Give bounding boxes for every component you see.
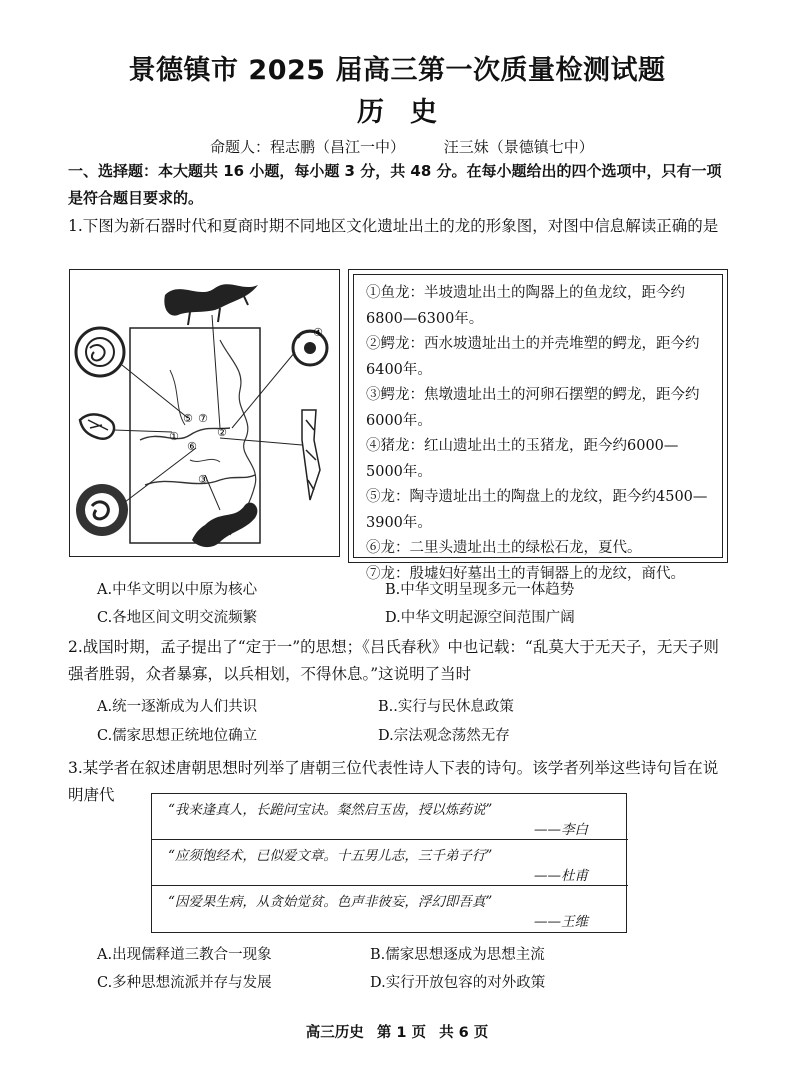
footer-page: 第 1 页: [376, 1025, 426, 1041]
poem-row: [152, 886, 628, 932]
map-illustration: [70, 270, 338, 555]
q1-option-a[interactable]: A.中华文明以中原为核心: [97, 582, 258, 598]
poem-row: [152, 794, 628, 840]
leader-6: [220, 438, 302, 445]
poem-author: ——李白: [534, 822, 588, 838]
exam-title: 景德镇市 2025 届高三第一次质量检测试题: [128, 55, 666, 86]
info-item: ①鱼龙：半坡遗址出土的陶器上的鱼龙纹，距今约6800—6300年。: [366, 285, 685, 327]
map-label-7: ⑦: [198, 412, 208, 425]
q2-option-a[interactable]: A.统一逐渐成为人们共识: [97, 699, 258, 715]
dragon-top-icon: [164, 284, 258, 315]
subject-title: 历史: [357, 97, 463, 128]
poem-author: ——王维: [534, 914, 588, 930]
info-item: ⑥龙：二里头遗址出土的绿松石龙，夏代。: [366, 540, 642, 556]
authors-line: [210, 136, 628, 157]
dragon-bottom-icon: [192, 503, 257, 547]
q2-option-d[interactable]: D.宗法观念荡然无存: [378, 728, 510, 744]
q1-map-figure: [69, 269, 340, 557]
map-label-1: ①: [169, 430, 179, 443]
q3-option-c[interactable]: C.多种思想流派并存与发展: [97, 975, 272, 991]
q3-stem: 3.某学者在叙述唐朝思想时列举了唐朝三位代表性诗人下表的诗句。该学者列举这些诗句旨在说明唐代: [68, 759, 719, 804]
poem-author: ——杜甫: [534, 868, 588, 884]
q3-poem-table: [151, 793, 627, 933]
q2-option-c[interactable]: C.儒家思想正统地位确立: [97, 728, 258, 744]
info-item: ④猪龙：红山遗址出土的玉猪龙，距今约6000—5000年。: [366, 438, 679, 480]
plate-top-icon: [76, 328, 124, 376]
footer-total: 共 6 页: [439, 1025, 489, 1041]
map-label-3: ③: [198, 473, 208, 486]
q1-option-d[interactable]: D.中华文明起源空间范围广阔: [385, 610, 575, 626]
page-footer: [0, 1021, 794, 1042]
river-mid: [190, 459, 220, 462]
map-label-4: ④: [313, 326, 323, 339]
info-item: ②鳄龙：西水坡遗址出土的并壳堆塑的鳄龙，距今约6400年。: [366, 336, 700, 378]
q1-info-box: [348, 269, 728, 582]
footer-course: 高三历史: [305, 1025, 364, 1041]
info-item: ⑤龙：陶寺遗址出土的陶盘上的龙纹，距今约4500—3900年。: [366, 489, 708, 531]
leader-3: [114, 430, 172, 432]
author-1: 命题人：程志鹏（昌江一中）: [210, 138, 406, 156]
q2-stem: 2.战国时期，孟子提出了“定于一”的思想；《吕氏春秋》中也记载：“乱莫大于无天子，无天子则强者胜弱，众者暴寡，以兵相划，不得休息。”这说明了当时: [68, 638, 719, 683]
leader-5: [232, 352, 295, 428]
leader-2: [122, 365, 188, 418]
info-item: ⑦龙：殷墟妇好墓出土的青铜器上的龙纹，商代。: [366, 565, 685, 582]
section1-instructions: 一、选择题：本大题共 16 小题，每小题 3 分，共 48 分。在每小题给出的四个选项中，只有一项是符合题目要求的。: [68, 162, 722, 207]
map-label-2: ②: [217, 426, 227, 439]
q1-stem: 1.下图为新石器时代和夏商时期不同地区文化遗址出土的龙的形象图，对图中信息解读正确的是: [68, 217, 719, 235]
info-item: ③鳄龙：焦墩遗址出土的河卵石摆塑的鳄龙，距今约6000年。: [366, 387, 700, 429]
q3-option-d[interactable]: D.实行开放包容的对外政策: [370, 975, 546, 991]
q3-option-b[interactable]: B.儒家思想逐成为思想主流: [370, 947, 545, 963]
author-2: 汪三妹（景德镇七中）: [443, 138, 594, 156]
map-label-6: ⑥: [187, 440, 197, 453]
q1-option-b[interactable]: B.中华文明呈现多元一体趋势: [385, 582, 575, 598]
q2-option-b[interactable]: B..实行与民休息政策: [378, 699, 514, 715]
leader-4: [125, 448, 196, 502]
q1-option-c[interactable]: C.各地区间文明交流频繁: [97, 610, 258, 626]
poem-line: “我来逢真人，长跪问宝诀。粲然启玉齿，授以炼药说”: [168, 802, 493, 818]
poem-line: “因爱果生病，从贪始觉贫。色声非彼妄，浮幻即吾真”: [168, 894, 493, 910]
poem-row: [152, 840, 628, 886]
leader-1: [212, 315, 220, 428]
poem-line: “应须饱经术，已似爱文章。十五男儿志，三千弟子行”: [168, 848, 493, 864]
map-label-5: ⑤: [183, 412, 193, 425]
q3-option-a[interactable]: A.出现儒释道三教合一现象: [97, 947, 272, 963]
